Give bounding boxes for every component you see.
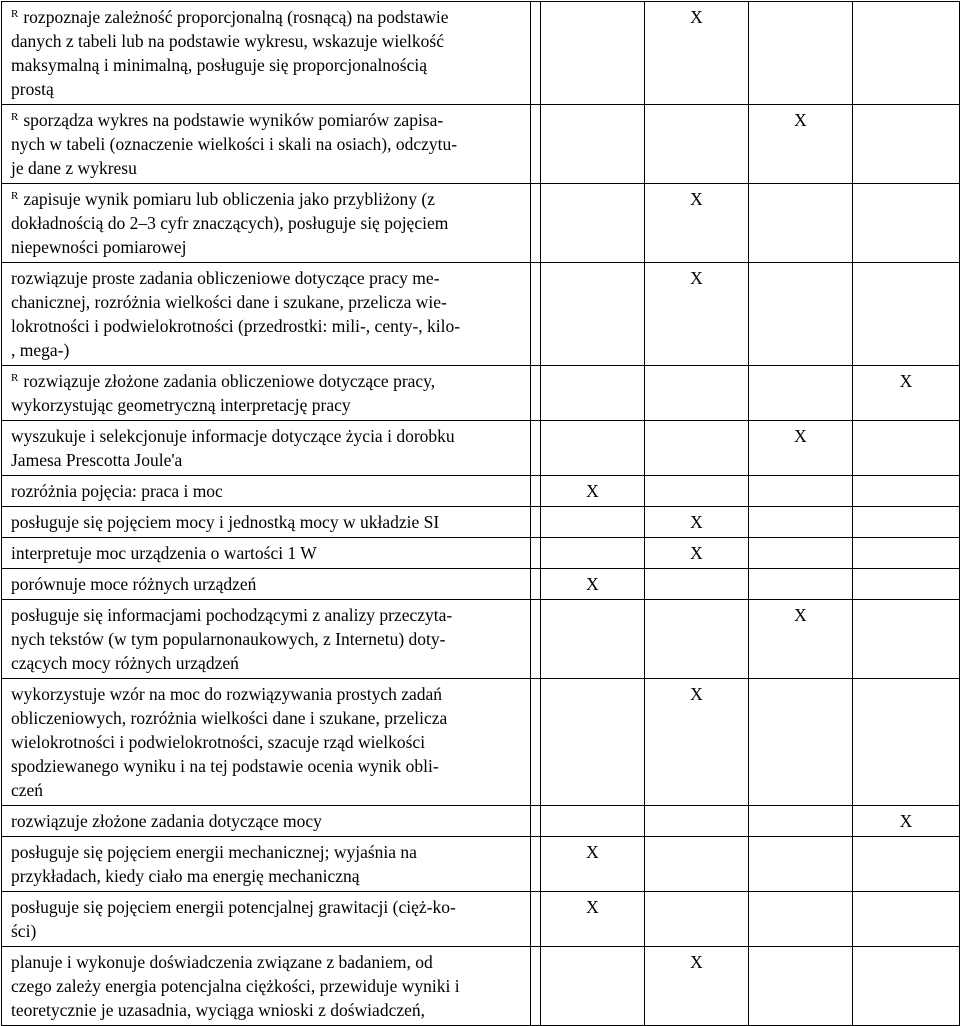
level-mark-cell bbox=[749, 892, 853, 947]
requirement-description bbox=[2, 892, 531, 947]
level-mark-cell bbox=[531, 476, 541, 507]
table-row bbox=[2, 947, 960, 1026]
requirement-description bbox=[2, 105, 531, 184]
level-mark-cell bbox=[749, 947, 853, 1026]
level-mark-cell bbox=[531, 507, 541, 538]
requirements-table-body bbox=[2, 2, 960, 1026]
requirement-text-line: wielokrotności i podwielokrotności, szacuje rząd wielkości bbox=[11, 732, 426, 752]
level-mark-cell bbox=[541, 2, 645, 105]
requirement-text-line bbox=[11, 369, 522, 393]
level-mark-cell bbox=[531, 105, 541, 184]
level-mark-cell bbox=[531, 947, 541, 1026]
requirement-text-line: rozwiązuje złożone zadania dotyczące mocy bbox=[11, 811, 322, 831]
table-row bbox=[2, 569, 960, 600]
level-mark-cell bbox=[645, 892, 749, 947]
level-mark-cell bbox=[541, 105, 645, 184]
requirement-text-line: ści) bbox=[11, 921, 37, 941]
requirement-description bbox=[2, 421, 531, 476]
level-mark-cell bbox=[645, 105, 749, 184]
table-row bbox=[2, 2, 960, 105]
level-mark-cell bbox=[853, 600, 960, 679]
requirement-text-line bbox=[11, 187, 522, 211]
level-mark-cell: X bbox=[645, 538, 749, 569]
requirement-text-line: czących mocy różnych urządzeń bbox=[11, 653, 239, 673]
requirement-description bbox=[2, 837, 531, 892]
level-mark-cell bbox=[531, 569, 541, 600]
table-row bbox=[2, 476, 960, 507]
level-mark-cell: X bbox=[645, 507, 749, 538]
table-row bbox=[2, 837, 960, 892]
requirement-description bbox=[2, 679, 531, 806]
level-mark-cell bbox=[645, 476, 749, 507]
requirement-text-line: nych w tabeli (oznaczenie wielkości i skali na osiach), odczytu- bbox=[11, 134, 458, 154]
requirement-description bbox=[2, 600, 531, 679]
level-mark-cell: X bbox=[645, 679, 749, 806]
level-mark-cell bbox=[853, 105, 960, 184]
level-mark-cell bbox=[531, 892, 541, 947]
requirement-text-line: lokrotności i podwielokrotności (przedrostki: mili-, centy-, kilo- bbox=[11, 316, 461, 336]
level-mark-cell bbox=[749, 184, 853, 263]
level-mark-cell: X bbox=[645, 2, 749, 105]
requirement-text-line bbox=[11, 5, 522, 29]
requirement-text-line: wykorzystując geometryczną interpretację pracy bbox=[11, 395, 351, 415]
level-mark-cell bbox=[531, 806, 541, 837]
requirement-text-line: danych z tabeli lub na podstawie wykresu, wskazuje wielkość bbox=[11, 31, 444, 51]
requirement-text-line: rozwiązuje proste zadania obliczeniowe dotyczące pracy me- bbox=[11, 268, 440, 288]
requirement-text-line: posługuje się pojęciem mocy i jednostką mocy w układzie SI bbox=[11, 512, 440, 532]
level-mark-cell bbox=[645, 569, 749, 600]
level-mark-cell bbox=[853, 947, 960, 1026]
level-mark-cell bbox=[531, 538, 541, 569]
requirement-text-line: maksymalną i minimalną, posługuje się proporcjonalnością bbox=[11, 55, 428, 75]
requirement-description bbox=[2, 507, 531, 538]
requirement-text-line bbox=[11, 108, 522, 132]
requirement-text-line: posługuje się pojęciem energii mechanicznej; wyjaśnia na bbox=[11, 842, 417, 862]
requirement-text-line: nych tekstów (w tym popularnonaukowych, z Internetu) doty- bbox=[11, 629, 446, 649]
level-mark-cell: X bbox=[853, 806, 960, 837]
level-mark-cell: X bbox=[645, 947, 749, 1026]
level-mark-cell bbox=[749, 806, 853, 837]
requirement-text-line: niepewności pomiarowej bbox=[11, 237, 187, 257]
requirement-text-line: posługuje się pojęciem energii potencjalnej grawitacji (cięż-ko- bbox=[11, 897, 456, 917]
extended-level-marker: R bbox=[11, 8, 19, 20]
level-mark-cell bbox=[853, 476, 960, 507]
level-mark-cell bbox=[853, 507, 960, 538]
level-mark-cell bbox=[645, 421, 749, 476]
table-row bbox=[2, 806, 960, 837]
requirement-text-line: teoretycznie je uzasadnia, wyciąga wnioski z doświadczeń, bbox=[11, 1000, 425, 1020]
requirement-text-line: , mega-) bbox=[11, 340, 70, 360]
requirement-text-line: wykorzystuje wzór na moc do rozwiązywania prostych zadań bbox=[11, 684, 443, 704]
level-mark-cell bbox=[541, 507, 645, 538]
level-mark-cell bbox=[541, 263, 645, 366]
requirements-table bbox=[1, 1, 960, 1026]
level-mark-cell bbox=[853, 679, 960, 806]
table-row bbox=[2, 892, 960, 947]
requirement-description bbox=[2, 476, 531, 507]
level-mark-cell bbox=[541, 947, 645, 1026]
extended-level-marker: R bbox=[11, 111, 19, 123]
level-mark-cell bbox=[749, 538, 853, 569]
table-row bbox=[2, 421, 960, 476]
requirement-text-line: planuje i wykonuje doświadczenia związane z badaniem, od bbox=[11, 952, 433, 972]
level-mark-cell bbox=[541, 600, 645, 679]
table-row bbox=[2, 366, 960, 421]
table-row bbox=[2, 263, 960, 366]
level-mark-cell: X bbox=[749, 600, 853, 679]
level-mark-cell: X bbox=[541, 892, 645, 947]
requirement-text-line: je dane z wykresu bbox=[11, 158, 137, 178]
level-mark-cell bbox=[853, 2, 960, 105]
level-mark-cell bbox=[749, 263, 853, 366]
requirement-description bbox=[2, 569, 531, 600]
level-mark-cell bbox=[853, 892, 960, 947]
level-mark-cell bbox=[749, 366, 853, 421]
level-mark-cell bbox=[541, 806, 645, 837]
level-mark-cell bbox=[853, 421, 960, 476]
level-mark-cell: X bbox=[853, 366, 960, 421]
table-row bbox=[2, 507, 960, 538]
level-mark-cell: X bbox=[541, 476, 645, 507]
level-mark-cell bbox=[853, 538, 960, 569]
level-mark-cell bbox=[853, 263, 960, 366]
level-mark-cell bbox=[531, 679, 541, 806]
level-mark-cell bbox=[541, 421, 645, 476]
requirement-text-line: spodziewanego wyniku i na tej podstawie ocenia wynik obli- bbox=[11, 756, 439, 776]
table-row bbox=[2, 105, 960, 184]
level-mark-cell bbox=[531, 600, 541, 679]
requirement-text-line: porównuje moce różnych urządzeń bbox=[11, 574, 257, 594]
requirement-text-line: prostą bbox=[11, 79, 54, 99]
level-mark-cell bbox=[531, 837, 541, 892]
requirement-text-line: wyszukuje i selekcjonuje informacje dotyczące życia i dorobku bbox=[11, 426, 455, 446]
level-mark-cell bbox=[531, 184, 541, 263]
table-row bbox=[2, 600, 960, 679]
level-mark-cell bbox=[541, 366, 645, 421]
requirement-description bbox=[2, 538, 531, 569]
level-mark-cell bbox=[531, 366, 541, 421]
requirement-text-line: rozróżnia pojęcia: praca i moc bbox=[11, 481, 223, 501]
level-mark-cell bbox=[749, 837, 853, 892]
level-mark-cell bbox=[541, 538, 645, 569]
requirement-text-line: chanicznej, rozróżnia wielkości dane i szukane, przelicza wie- bbox=[11, 292, 447, 312]
extended-level-marker: R bbox=[11, 372, 19, 384]
requirement-text-line: dokładnością do 2–3 cyfr znaczących), posługuje się pojęciem bbox=[11, 213, 449, 233]
table-row bbox=[2, 679, 960, 806]
level-mark-cell bbox=[645, 837, 749, 892]
requirement-text-line: czeń bbox=[11, 780, 44, 800]
requirement-text: rozwiązuje złożone zadania obliczeniowe dotyczące pracy, bbox=[23, 371, 436, 391]
level-mark-cell bbox=[531, 263, 541, 366]
level-mark-cell bbox=[749, 507, 853, 538]
requirement-description bbox=[2, 2, 531, 105]
requirement-description bbox=[2, 947, 531, 1026]
level-mark-cell: X bbox=[541, 837, 645, 892]
level-mark-cell bbox=[531, 421, 541, 476]
requirement-text: rozpoznaje zależność proporcjonalną (rosnącą) na podstawie bbox=[23, 7, 449, 27]
level-mark-cell: X bbox=[749, 105, 853, 184]
level-mark-cell: X bbox=[645, 184, 749, 263]
level-mark-cell bbox=[645, 806, 749, 837]
level-mark-cell bbox=[645, 600, 749, 679]
requirement-text: sporządza wykres na podstawie wyników pomiarów zapisa- bbox=[23, 110, 444, 130]
level-mark-cell: X bbox=[749, 421, 853, 476]
level-mark-cell: X bbox=[541, 569, 645, 600]
requirement-text-line: czego zależy energia potencjalna ciężkości, przewiduje wyniki i bbox=[11, 976, 460, 996]
requirement-description bbox=[2, 806, 531, 837]
level-mark-cell bbox=[853, 569, 960, 600]
level-mark-cell bbox=[749, 679, 853, 806]
level-mark-cell bbox=[853, 184, 960, 263]
level-mark-cell bbox=[749, 2, 853, 105]
table-row bbox=[2, 538, 960, 569]
level-mark-cell: X bbox=[645, 263, 749, 366]
level-mark-cell bbox=[853, 837, 960, 892]
level-mark-cell bbox=[541, 184, 645, 263]
requirement-text-line: przykładach, kiedy ciało ma energię mechaniczną bbox=[11, 866, 360, 886]
requirement-description bbox=[2, 184, 531, 263]
requirement-text: zapisuje wynik pomiaru lub obliczenia jako przybliżony (z bbox=[23, 189, 435, 209]
level-mark-cell bbox=[645, 366, 749, 421]
level-mark-cell bbox=[531, 2, 541, 105]
level-mark-cell bbox=[749, 569, 853, 600]
requirement-description bbox=[2, 263, 531, 366]
requirement-description bbox=[2, 366, 531, 421]
requirement-text-line: obliczeniowych, rozróżnia wielkości dane i szukane, przelicza bbox=[11, 708, 448, 728]
table-row bbox=[2, 184, 960, 263]
extended-level-marker: R bbox=[11, 190, 19, 202]
requirement-text-line: interpretuje moc urządzenia o wartości 1 W bbox=[11, 543, 317, 563]
level-mark-cell bbox=[749, 476, 853, 507]
requirement-text-line: Jamesa Prescotta Joule'a bbox=[11, 450, 183, 470]
requirement-text-line: posługuje się informacjami pochodzącymi z analizy przeczyta- bbox=[11, 605, 453, 625]
level-mark-cell bbox=[541, 679, 645, 806]
